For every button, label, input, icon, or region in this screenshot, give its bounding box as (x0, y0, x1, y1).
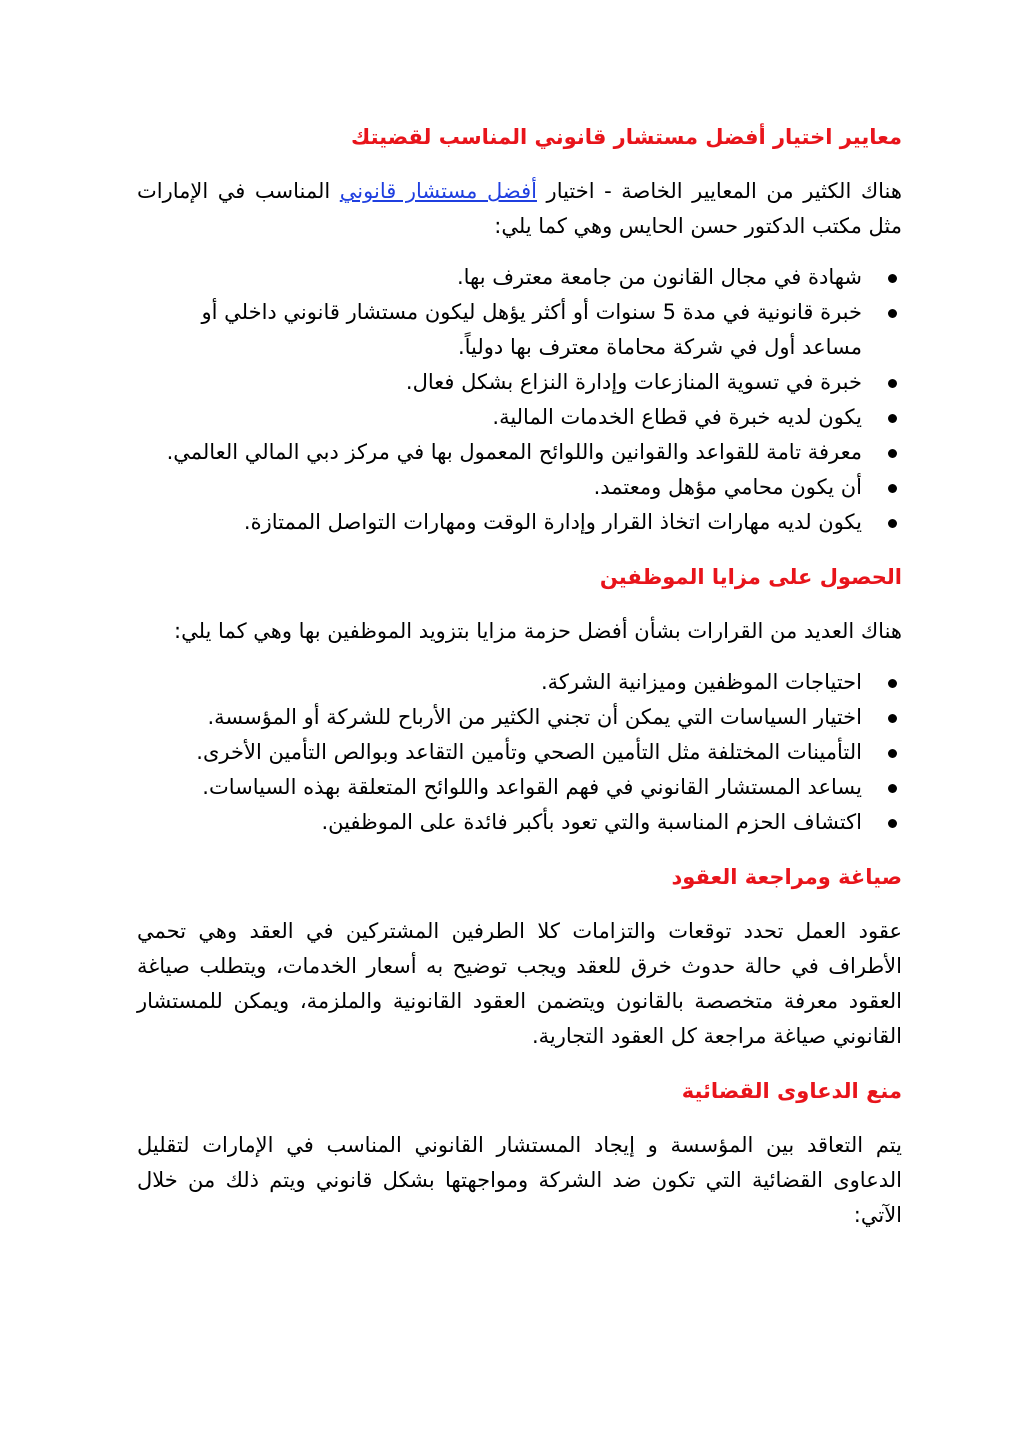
list-item: يكون لديه مهارات اتخاذ القرار وإدارة الوقت ومهارات التواصل الممتازة. (137, 505, 902, 540)
bullet-icon (888, 274, 897, 283)
list-item: معرفة تامة للقواعد والقوانين واللوائح المعمول بها في مركز دبي المالي العالمي. (137, 435, 902, 470)
bullet-icon (888, 679, 897, 688)
consultant-link[interactable]: أفضل مستشار قانوني (339, 179, 537, 203)
section-body-contracts: عقود العمل تحدد توقعات والتزامات كلا الطرفين المشتركين في العقد وهي تحمي الأطراف في حالة حدوث خرق للعقد ويجب توضيح به أسعار الخدمات، ويتطلب صياغة العقود معرفة متخصصة بالقانون ويتضمن العقود القانونية والملزمة، ويمكن للمستشار القانوني صياغة مراجعة كل العقود التجارية. (137, 919, 902, 1048)
intro-text-before: هناك الكثير من المعايير الخاصة - اختيار (536, 179, 902, 203)
bullet-icon (888, 309, 897, 318)
list-item: اكتشاف الحزم المناسبة والتي تعود بأكبر فائدة على الموظفين. (137, 805, 902, 840)
list-item: شهادة في مجال القانون من جامعة معترف بها. (137, 260, 902, 295)
bullet-icon (888, 379, 897, 388)
bullet-icon (888, 484, 897, 493)
section-heading-lawsuits: منع الدعاوى القضائية (681, 1079, 902, 1103)
benefits-list (137, 665, 902, 840)
list-item: يساعد المستشار القانوني في فهم القواعد واللوائح المتعلقة بهذه السياسات. (137, 770, 902, 805)
bullet-icon (888, 714, 897, 723)
list-item: احتياجات الموظفين وميزانية الشركة. (137, 665, 902, 700)
criteria-list (137, 260, 902, 540)
list-item: يكون لديه خبرة في قطاع الخدمات المالية. (137, 400, 902, 435)
bullet-icon (888, 519, 897, 528)
section-heading-criteria: معايير اختيار أفضل مستشار قانوني المناسب لقضيتك (351, 125, 902, 149)
section-intro-criteria (137, 174, 902, 244)
intro-text-after: المناسب في الإمارات مثل مكتب الدكتور حسن الحايس وهي كما يلي: (137, 179, 902, 238)
list-item: التأمينات المختلفة مثل التأمين الصحي وتأمين التقاعد وبوالص التأمين الأخرى. (137, 735, 902, 770)
list-item: أن يكون محامي مؤهل ومعتمد. (137, 470, 902, 505)
list-item: اختيار السياسات التي يمكن أن تجني الكثير من الأرباح للشركة أو المؤسسة. (137, 700, 902, 735)
bullet-icon (888, 784, 897, 793)
document-content (137, 120, 902, 1233)
section-intro-benefits: هناك العديد من القرارات بشأن أفضل حزمة مزايا بتزويد الموظفين بها وهي كما يلي: (174, 619, 902, 643)
list-item: خبرة في تسوية المنازعات وإدارة النزاع بشكل فعال. (137, 365, 902, 400)
section-heading-benefits: الحصول على مزايا الموظفين (599, 565, 902, 589)
section-body-lawsuits: يتم التعاقد بين المؤسسة و إيجاد المستشار القانوني المناسب في الإمارات لتقليل الدعاوى القضائية التي تكون ضد الشركة ومواجهتها بشكل قانوني ويتم ذلك من خلال الآتي: (137, 1133, 902, 1227)
section-heading-contracts: صياغة ومراجعة العقود (671, 865, 902, 889)
list-item: خبرة قانونية في مدة 5 سنوات أو أكثر يؤهل ليكون مستشار قانوني داخلي أو مساعد أول في شركة محاماة معترف بها دولياً. (137, 295, 902, 365)
bullet-icon (888, 749, 897, 758)
bullet-icon (888, 449, 897, 458)
bullet-icon (888, 819, 897, 828)
bullet-icon (888, 414, 897, 423)
